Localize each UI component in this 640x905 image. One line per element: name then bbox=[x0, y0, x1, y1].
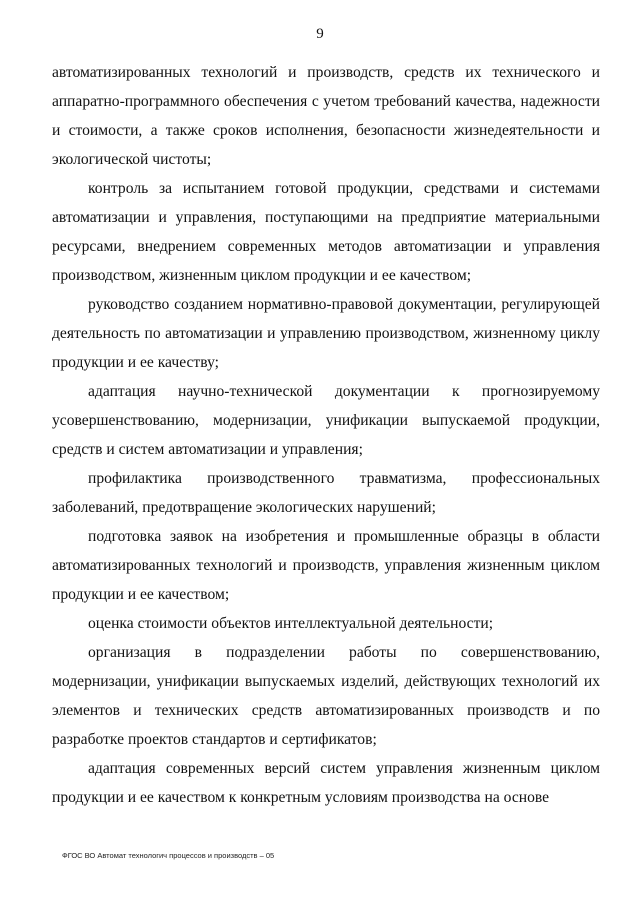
paragraph-system-adaptation: адаптация современных версий систем управления жизненным циклом продукции и ее качеством к конкретным условиям производства на основе bbox=[52, 760, 600, 806]
paragraph-ip-valuation: оценка стоимости объектов интеллектуальной деятельности; bbox=[88, 615, 494, 632]
paragraph-work-organization: организация в подразделении работы по совершенствованию, модернизации, унификации выпускаемых изделий, действующих технологий их элементов и технических средств автоматизированных производств и по разработке проектов стандартов и сертификатов; bbox=[52, 644, 600, 748]
paragraph-regulatory-documentation: руководство созданием нормативно-правовой документации, регулирующей деятельность по автоматизации и управлению производством, жизненному циклу продукции и ее качеству; bbox=[52, 296, 600, 371]
page-number: 9 bbox=[316, 26, 324, 42]
paragraph-injury-prevention: профилактика производственного травматизма, профессиональных заболеваний, предотвращение экологических нарушений; bbox=[52, 470, 600, 516]
paragraph-patent-applications: подготовка заявок на изобретения и промышленные образцы в области автоматизированных технологий и производств, управления жизненным циклом продукции и ее качеством; bbox=[52, 528, 600, 603]
document-body bbox=[52, 58, 600, 812]
paragraph-documentation-adaptation: адаптация научно-технической документации к прогнозируемому усовершенствованию, модернизации, унификации выпускаемой продукции, средств и систем автоматизации и управления; bbox=[52, 383, 600, 458]
page-footer: ФГОС ВО Автомат технологич процессов и производств – 05 bbox=[62, 851, 275, 860]
paragraph-quality-control: контроль за испытанием готовой продукции, средствами и системами автоматизации и управления, поступающими на предприятие материальными ресурсами, внедрением современных методов автоматизации и управления производством, жизненным циклом продукции и ее качеством; bbox=[52, 180, 600, 284]
paragraph-continuation: автоматизированных технологий и производств, средств их технического и аппаратно-программного обеспечения с учетом требований качества, надежности и стоимости, а также сроков исполнения, безопасности жизнедеятельности и экологической чистоты; bbox=[52, 64, 600, 168]
